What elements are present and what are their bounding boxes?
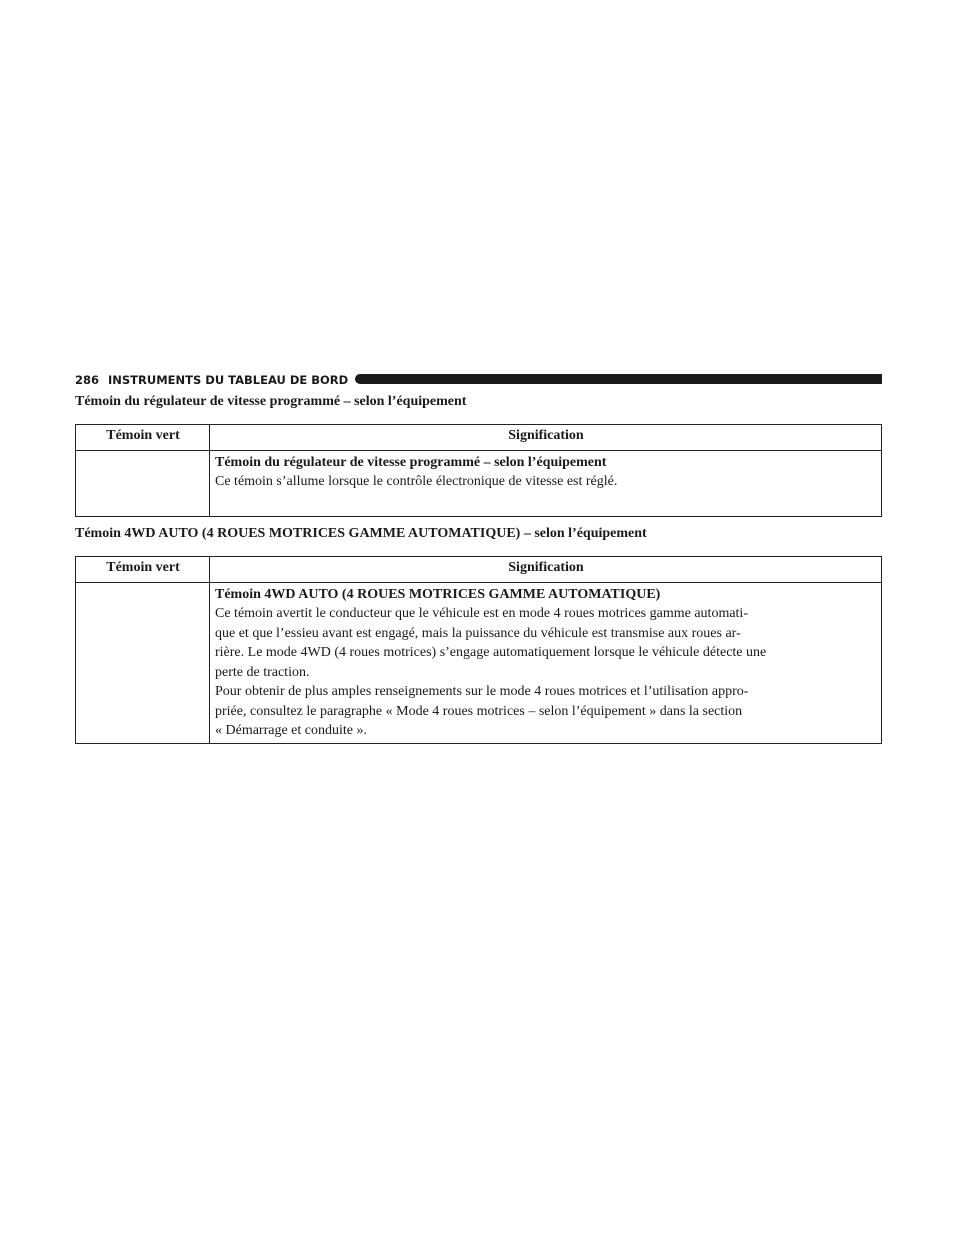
column-header-meaning: Signification: [210, 425, 882, 451]
table-row: [76, 583, 882, 744]
column-header-indicator: Témoin vert: [76, 557, 210, 583]
page-header: [75, 372, 883, 388]
meaning-line: Pour obtenir de plus amples renseignements sur le mode 4 roues motrices et l’utilisation appro-: [215, 684, 749, 699]
meaning-cell: [210, 451, 882, 517]
section-title-4wd-auto: Témoin 4WD AUTO (4 ROUES MOTRICES GAMME AUTOMATIQUE) – selon l’équipement: [75, 526, 647, 541]
meaning-title: Témoin du régulateur de vitesse programmé – selon l’équipement: [215, 455, 607, 470]
indicator-icon-cell: [76, 583, 210, 744]
section-title-cruise-control: Témoin du régulateur de vitesse programmé – selon l’équipement: [75, 394, 467, 409]
chapter-title: INSTRUMENTS DU TABLEAU DE BORD: [108, 373, 349, 387]
column-header-indicator: Témoin vert: [76, 425, 210, 451]
meaning-line: Ce témoin avertit le conducteur que le véhicule est en mode 4 roues motrices gamme automati-: [215, 606, 748, 621]
column-header-meaning: Signification: [210, 557, 882, 583]
4wd-auto-table: [75, 556, 882, 744]
table-header-row: [76, 425, 882, 451]
page-number: 286: [75, 373, 100, 387]
cruise-control-table: [75, 424, 882, 517]
meaning-line: rière. Le mode 4WD (4 roues motrices) s’engage automatiquement lorsque le véhicule détecte une: [215, 645, 767, 660]
meaning-line: priée, consultez le paragraphe « Mode 4 roues motrices – selon l’équipement » dans la section: [215, 703, 743, 719]
meaning-line: que et que l’essieu avant est engagé, mais la puissance du véhicule est transmise aux roues ar-: [215, 625, 741, 641]
indicator-icon-cell: [76, 451, 210, 517]
table-row: [76, 451, 882, 517]
header-rule-bar: [355, 374, 882, 384]
meaning-line: « Démarrage et conduite ».: [215, 723, 367, 738]
table-header-row: [76, 557, 882, 583]
meaning-line: perte de traction.: [215, 664, 310, 680]
meaning-cell: [210, 583, 882, 744]
meaning-line: Ce témoin s’allume lorsque le contrôle électronique de vitesse est réglé.: [215, 474, 618, 489]
meaning-title: Témoin 4WD AUTO (4 ROUES MOTRICES GAMME AUTOMATIQUE): [215, 587, 661, 602]
